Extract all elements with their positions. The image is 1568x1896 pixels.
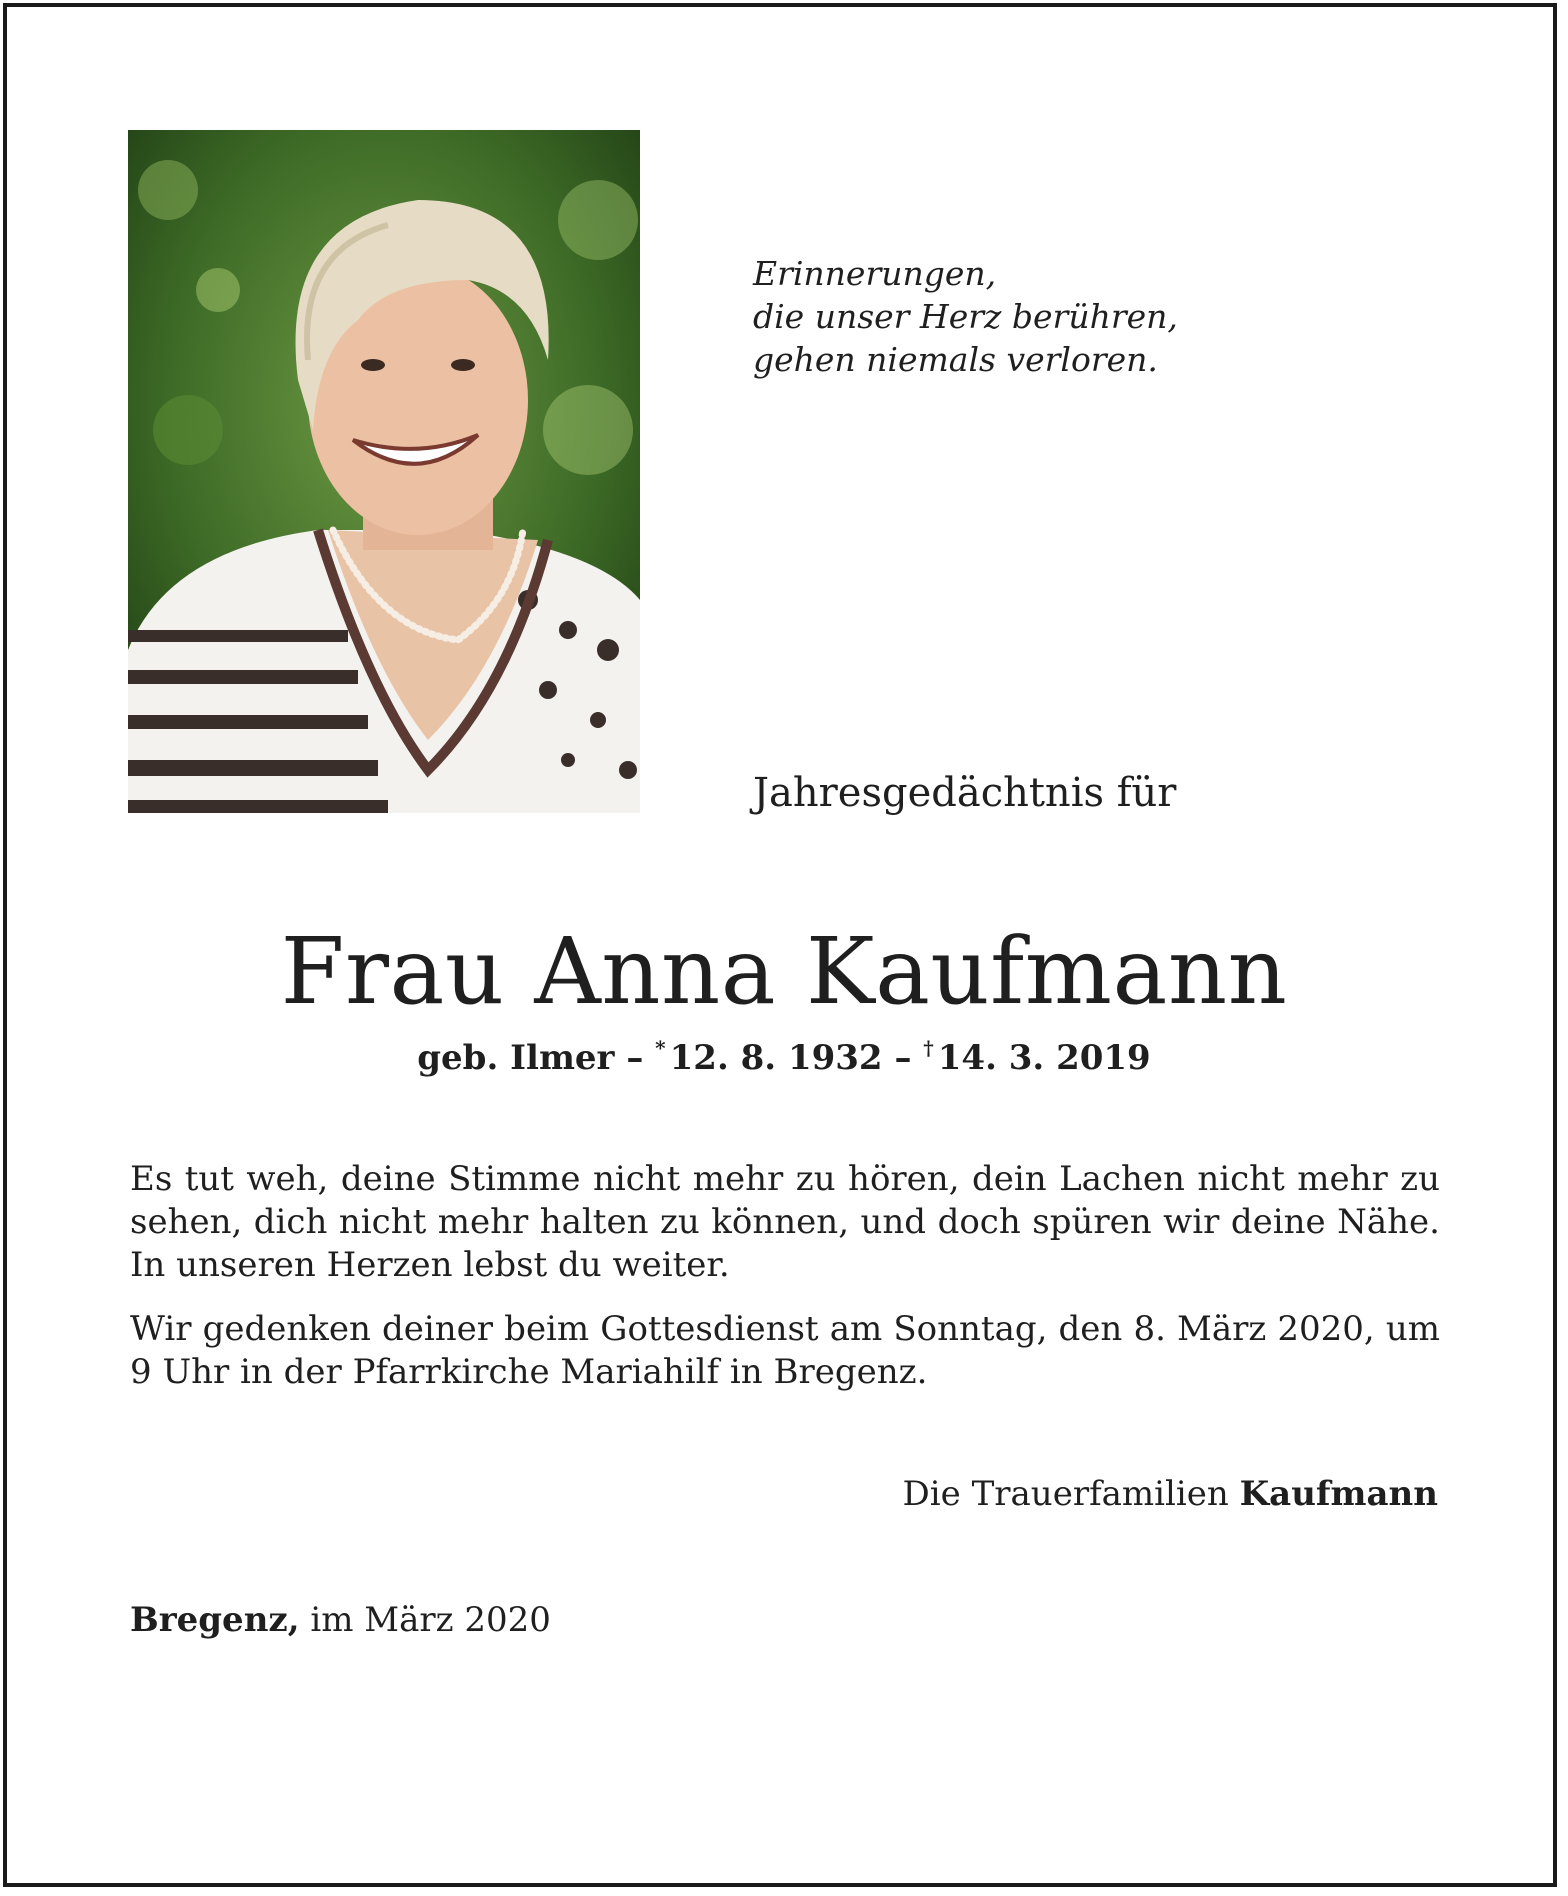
quote-line: Erinnerungen, — [753, 254, 997, 293]
birth-symbol: * — [655, 1036, 666, 1060]
maiden-name: geb. Ilmer — [417, 1038, 615, 1078]
condolence-paragraph: Es tut weh, deine Stimme nicht mehr zu hören, dein Lachen nicht mehr zu sehen, dich nicht mehr halten zu können, und doch spüren wir deine Nähe. In unseren Herzen lebst du weiter. — [130, 1159, 1440, 1285]
life-dates — [0, 1036, 1568, 1078]
place-date — [130, 1600, 551, 1640]
death-symbol: † — [923, 1036, 934, 1060]
memorial-label: Jahresgedächtnis für — [753, 770, 1177, 816]
deceased-name: Frau Anna Kaufmann — [280, 918, 1288, 1025]
place-city: Bregenz, — [130, 1600, 300, 1640]
dash-separator: – — [626, 1038, 644, 1078]
service-paragraph: Wir gedenken deiner beim Gottesdienst am Sonntag, den 8. März 2020, um 9 Uhr in der Pfarrkirche Mariahilf in Bregenz. — [130, 1309, 1440, 1392]
quote-line: die unser Herz berühren, — [753, 297, 1178, 336]
family-name: Kaufmann — [1239, 1474, 1438, 1514]
quote-line: gehen niemals verloren. — [753, 340, 1158, 379]
portrait-photo — [128, 130, 640, 813]
dash-separator: – — [894, 1038, 912, 1078]
place-month: im März 2020 — [310, 1600, 551, 1640]
memorial-quote — [753, 252, 1178, 381]
birth-date: 12. 8. 1932 — [669, 1038, 883, 1078]
death-date: 14. 3. 2019 — [937, 1038, 1151, 1078]
family-signature — [903, 1474, 1438, 1514]
family-prefix: Die Trauerfamilien — [902, 1474, 1229, 1514]
portrait-photo-icon — [128, 130, 640, 813]
